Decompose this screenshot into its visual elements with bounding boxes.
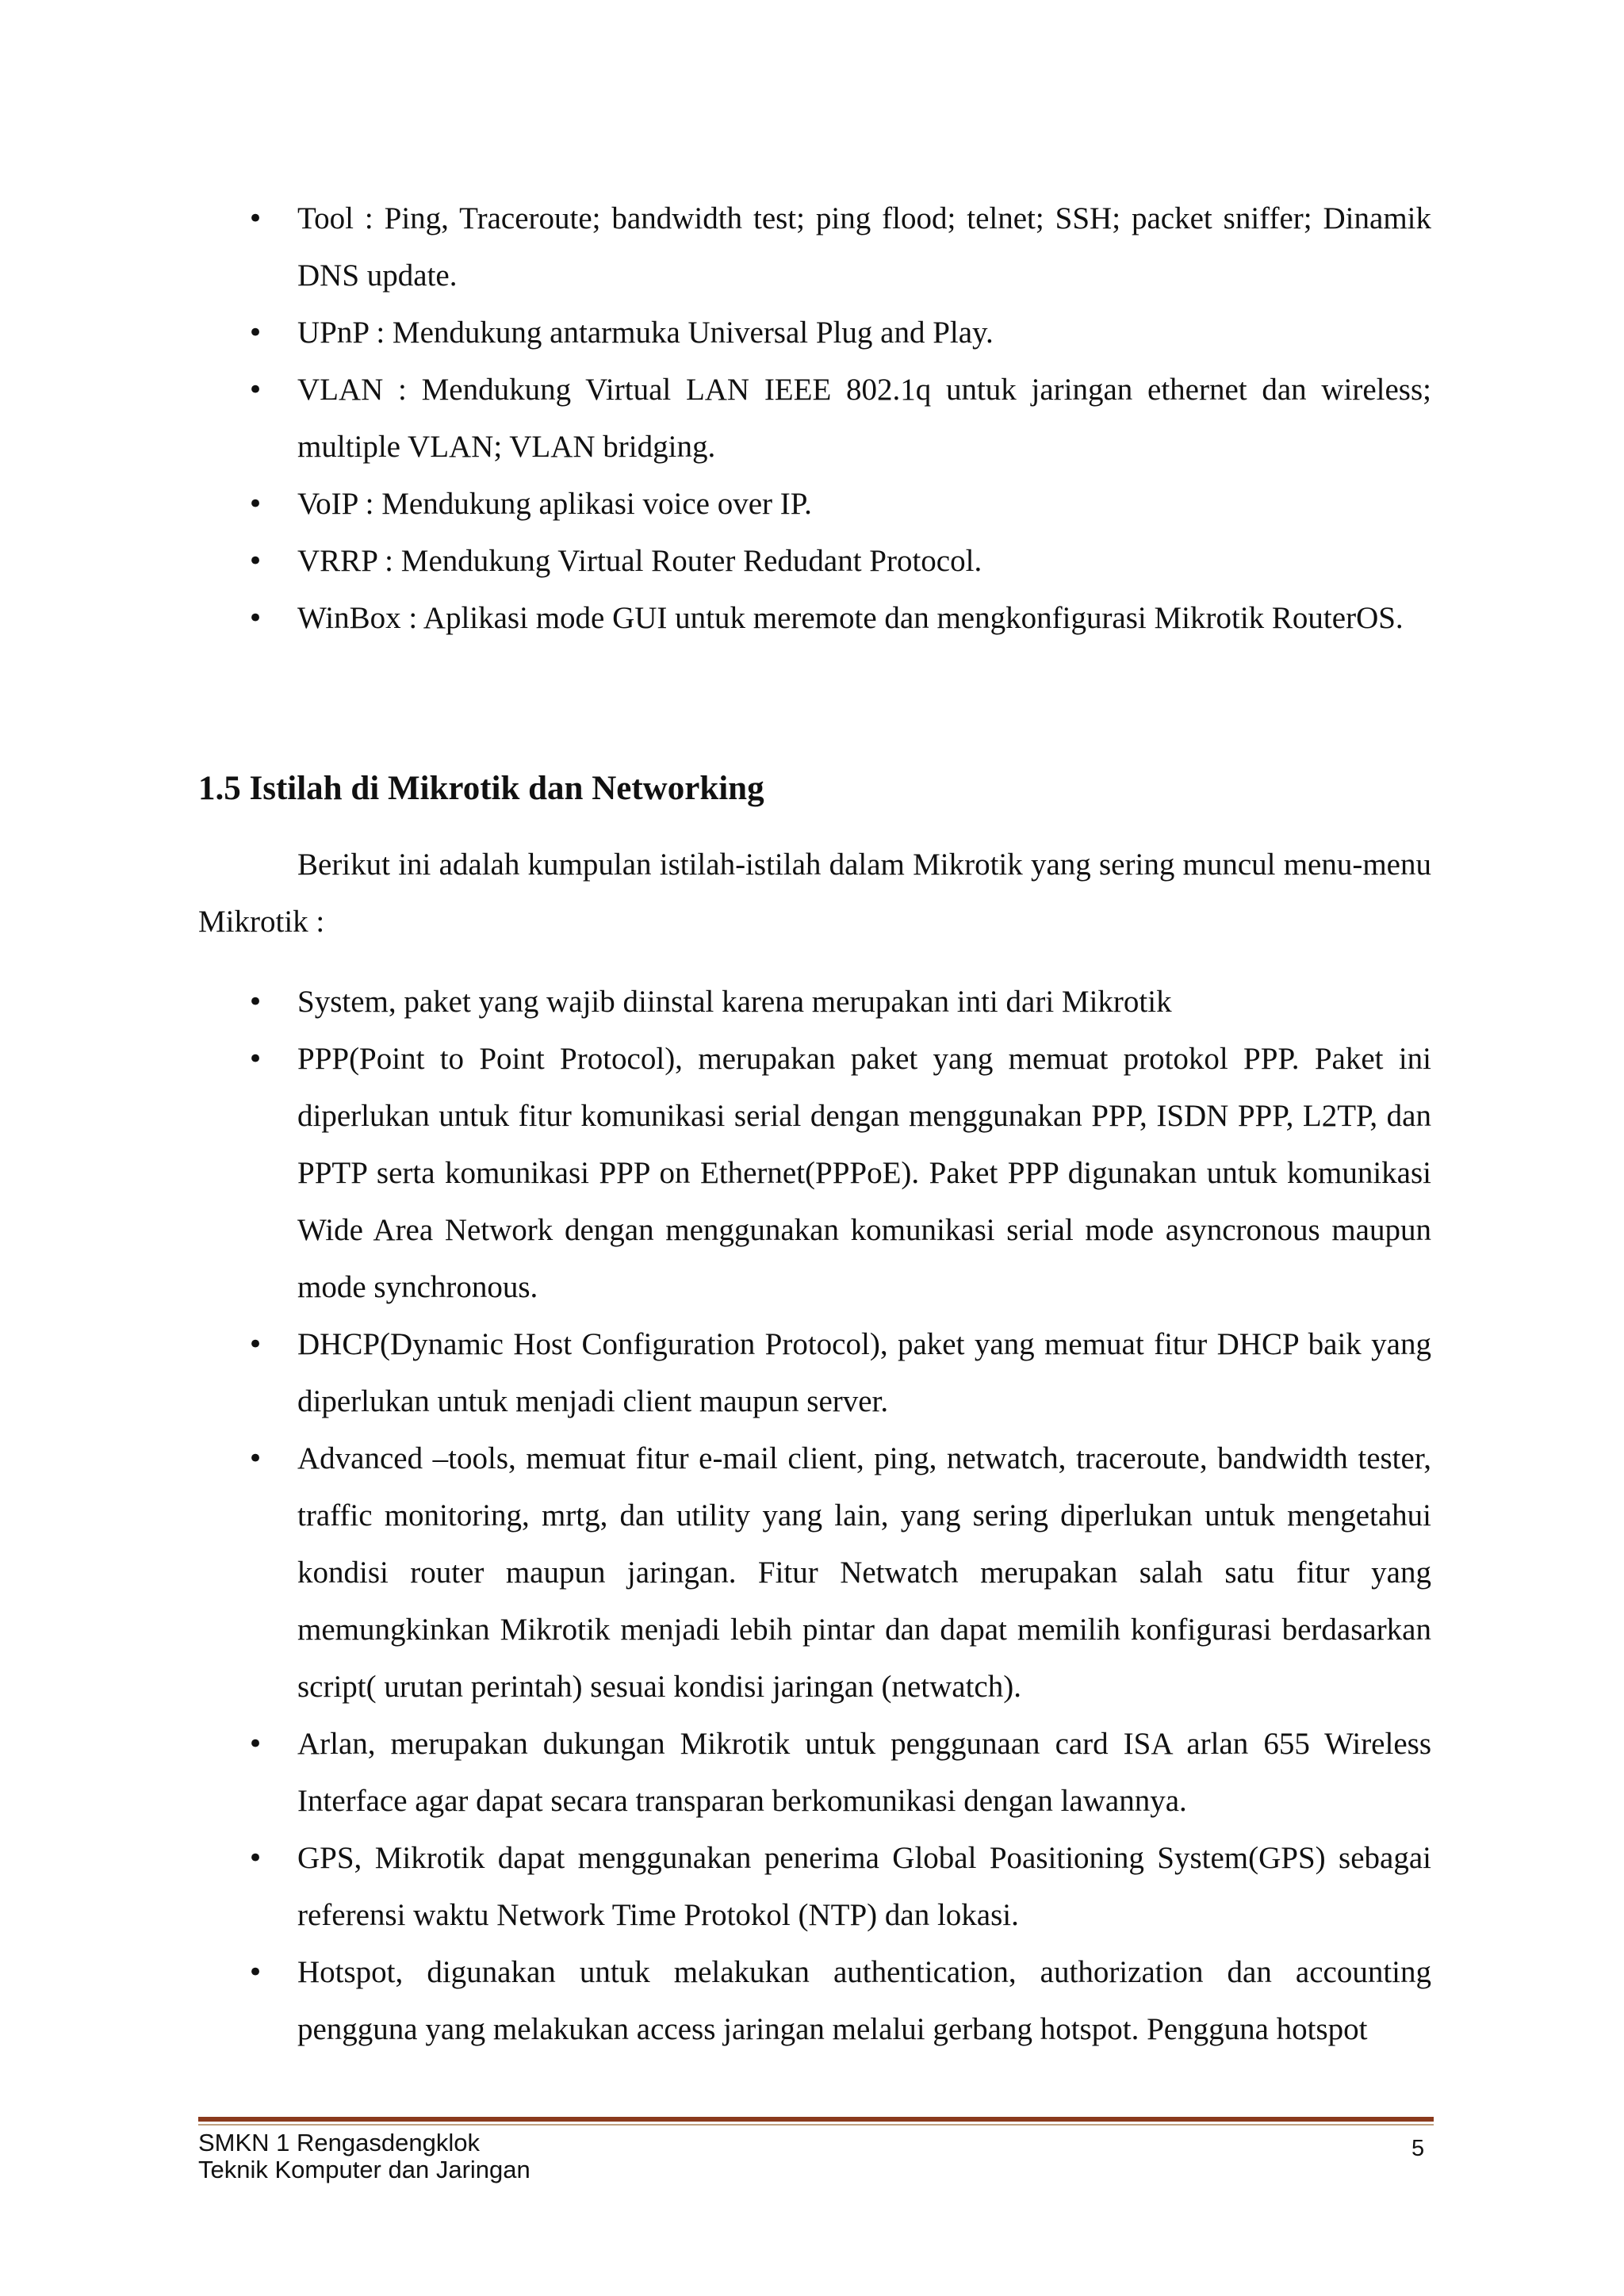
- section-heading: 1.5 Istilah di Mikrotik dan Networking: [198, 770, 764, 807]
- list-item: • Arlan, merupakan dukungan Mikrotik untuk penggunaan card ISA arlan 655 Wireless Interface agar dapat secara transparan berkomunikasi dengan lawannya.: [198, 1716, 1431, 1830]
- page-number: 5: [1411, 2136, 1425, 2161]
- footer-divider: [198, 2117, 1434, 2122]
- list-item: • UPnP : Mendukung antarmuka Universal Plug and Play.: [198, 304, 1431, 362]
- list-item: • DHCP(Dynamic Host Configuration Protocol), paket yang memuat fitur DHCP baik yang diperlukan untuk menjadi client maupun server.: [198, 1316, 1431, 1430]
- footer-department: Teknik Komputer dan Jaringan: [198, 2156, 530, 2183]
- footer-divider-thin: [198, 2124, 1434, 2126]
- list-item: • Advanced –tools, memuat fitur e-mail client, ping, netwatch, traceroute, bandwidth tester, traffic monitoring, mrtg, dan utility yang lain, yang sering diperlukan untuk mengetahui kondisi router maupun jaringan. Fitur Netwatch merupakan salah satu fitur yang memungkinkan Mikrotik menjadi lebih pintar dan dapat memilih konfigurasi berdasarkan script( urutan perintah) sesuai kondisi jaringan (netwatch).: [198, 1430, 1431, 1716]
- list-item: • Hotspot, digunakan untuk melakukan authentication, authorization dan accounting pengguna yang melakukan access jaringan melalui gerbang hotspot. Pengguna hotspot: [198, 1944, 1431, 2058]
- list-item: • Tool : Ping, Traceroute; bandwidth test; ping flood; telnet; SSH; packet sniffer; Dinamik DNS update.: [198, 190, 1431, 304]
- feature-list: [198, 190, 1431, 647]
- list-item: • PPP(Point to Point Protocol), merupakan paket yang memuat protokol PPP. Paket ini diperlukan untuk fitur komunikasi serial dengan menggunakan PPP, ISDN PPP, L2TP, dan PPTP serta komunikasi PPP on Ethernet(PPPoE). Paket PPP digunakan untuk komunikasi Wide Area Network dengan menggunakan komunikasi serial mode asyncronous maupun mode synchronous.: [198, 1031, 1431, 1316]
- list-item: • System, paket yang wajib diinstal karena merupakan inti dari Mikrotik: [198, 974, 1431, 1031]
- list-item: • WinBox : Aplikasi mode GUI untuk meremote dan mengkonfigurasi Mikrotik RouterOS.: [198, 590, 1431, 647]
- terms-list: [198, 974, 1431, 2058]
- list-item: • GPS, Mikrotik dapat menggunakan penerima Global Poasitioning System(GPS) sebagai referensi waktu Network Time Protokol (NTP) dan lokasi.: [198, 1830, 1431, 1944]
- footer-school: SMKN 1 Rengasdengklok: [198, 2129, 480, 2156]
- page-footer: [198, 2130, 530, 2183]
- list-item: • VLAN : Mendukung Virtual LAN IEEE 802.1q untuk jaringan ethernet dan wireless; multiple VLAN; VLAN bridging.: [198, 362, 1431, 476]
- list-item: • VRRP : Mendukung Virtual Router Redudant Protocol.: [198, 533, 1431, 590]
- section-intro: Berikut ini adalah kumpulan istilah-istilah dalam Mikrotik yang sering muncul menu-menu Mikrotik :: [198, 848, 1431, 939]
- list-item: • VoIP : Mendukung aplikasi voice over IP.: [198, 476, 1431, 533]
